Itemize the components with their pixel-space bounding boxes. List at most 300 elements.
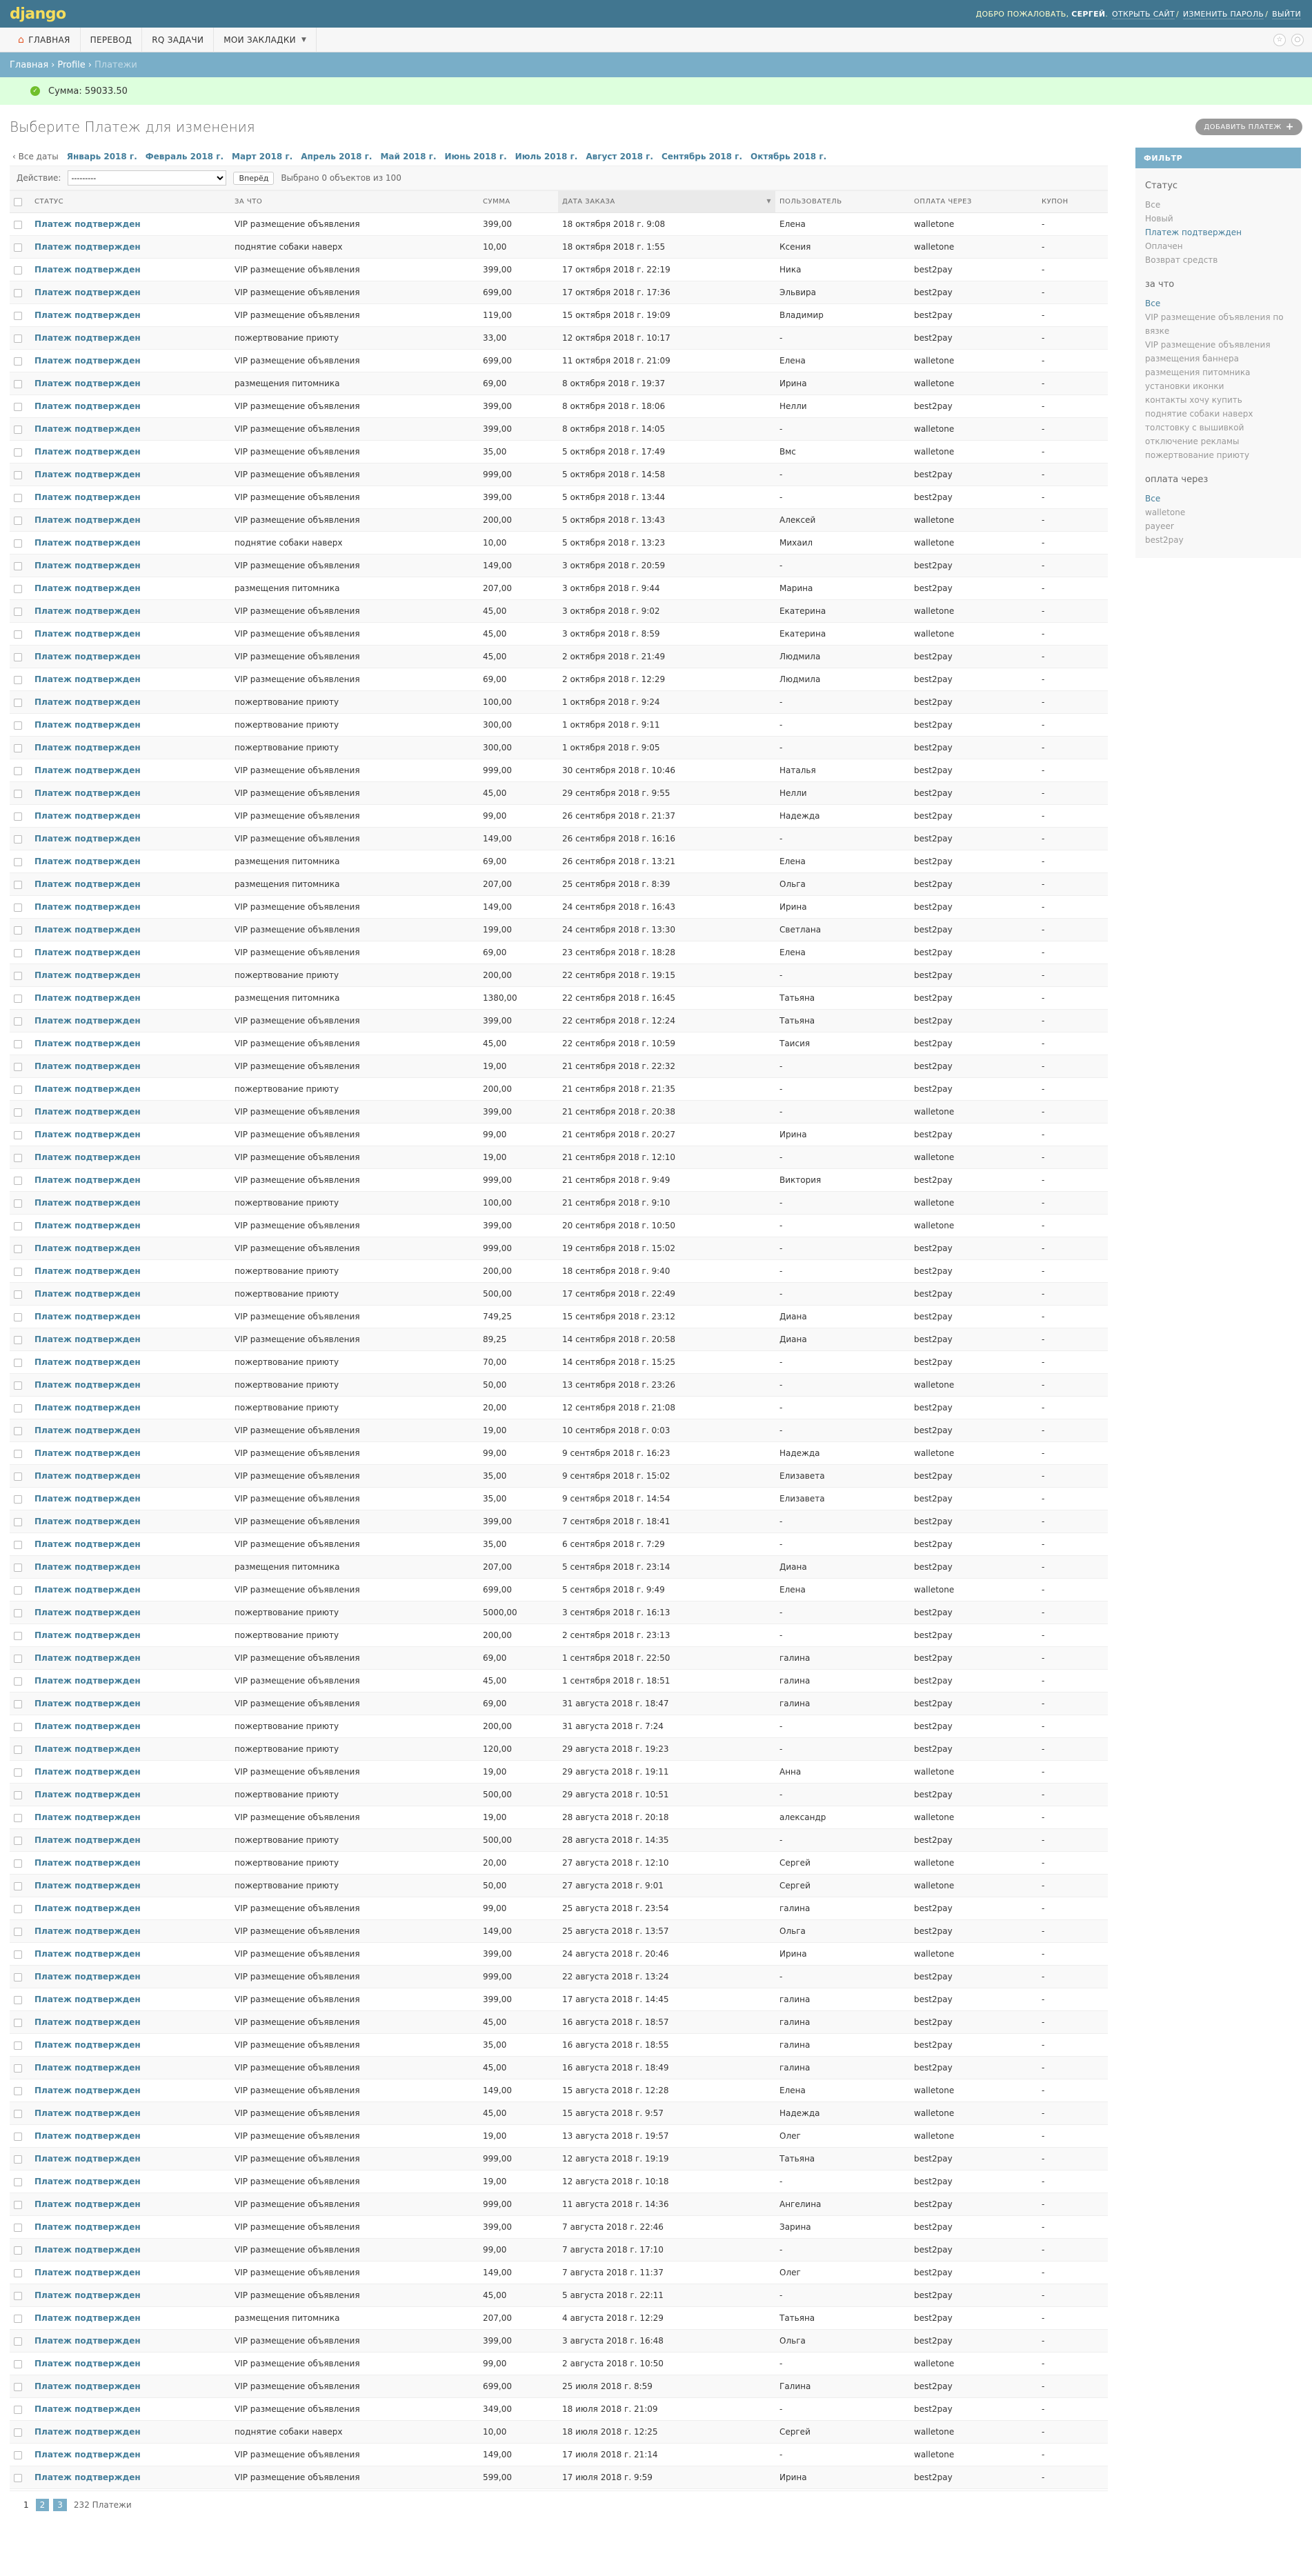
row-checkbox[interactable]	[14, 1996, 22, 2004]
filter-option[interactable]: установки иконки	[1145, 381, 1224, 391]
date-month-link[interactable]: Февраль 2018 г.	[145, 152, 224, 161]
row-status-link[interactable]: Платеж подтвержден	[34, 1995, 141, 2004]
row-checkbox[interactable]	[14, 1086, 22, 1094]
row-status-link[interactable]: Платеж подтвержден	[34, 1585, 141, 1595]
row-coupon: -	[1042, 1585, 1045, 1595]
row-status-link[interactable]: Платеж подтвержден	[34, 1630, 141, 1640]
date-all-link[interactable]: ‹ Все даты	[12, 152, 59, 161]
row-checkbox[interactable]	[14, 1723, 22, 1731]
row-checkbox[interactable]	[14, 653, 22, 661]
row-checkbox[interactable]	[14, 1746, 22, 1754]
add-payment-button[interactable]	[1195, 119, 1302, 135]
row-amount: 300,00	[483, 743, 512, 752]
row-checkbox[interactable]	[14, 1859, 22, 1868]
row-status-link[interactable]: Платеж подтвержден	[34, 2199, 141, 2209]
filter-option[interactable]: контакты хочу купить	[1145, 395, 1242, 405]
row-checkbox[interactable]	[14, 2110, 22, 2118]
row-checkbox[interactable]	[14, 630, 22, 639]
row-checkbox[interactable]	[14, 972, 22, 980]
row-checkbox[interactable]	[14, 1882, 22, 1890]
row-payment-via: best2pay	[914, 1744, 953, 1754]
row-status-link[interactable]: Платеж подтвержден	[34, 2063, 141, 2073]
row-cell	[775, 509, 910, 532]
row-status-link[interactable]: Платеж подтвержден	[34, 2427, 141, 2437]
row-checkbox[interactable]	[14, 426, 22, 434]
nav-bookmarks[interactable]	[214, 28, 317, 52]
row-status-link[interactable]: Платеж подтвержден	[34, 1904, 141, 1913]
row-status-link[interactable]: Платеж подтвержден	[34, 1357, 141, 1367]
row-checkbox[interactable]	[14, 1404, 22, 1412]
row-status-link[interactable]: Платеж подтвержден	[34, 288, 141, 297]
row-checkbox[interactable]	[14, 1222, 22, 1230]
filter-option[interactable]: Все	[1145, 200, 1161, 210]
row-status-link[interactable]: Платеж подтвержден	[34, 2040, 141, 2050]
column-payment-via[interactable]: ОПЛАТА ЧЕРЕЗ	[910, 191, 1037, 213]
row-status-link[interactable]: Платеж подтвержден	[34, 2154, 141, 2164]
row-status-link[interactable]: Платеж подтвержден	[34, 1517, 141, 1526]
row-status-link[interactable]: Платеж подтвержден	[34, 993, 141, 1003]
row-checkbox[interactable]	[14, 562, 22, 570]
row-checkbox[interactable]	[14, 448, 22, 457]
row-status-link[interactable]: Платеж подтвержден	[34, 1744, 141, 1754]
breadcrumb-app[interactable]: Profile	[57, 59, 86, 70]
row-status-link[interactable]: Платеж подтвержден	[34, 720, 141, 730]
row-status-link[interactable]: Платеж подтвержден	[34, 1835, 141, 1845]
row-checkbox[interactable]	[14, 221, 22, 229]
row-cell	[230, 2148, 479, 2170]
row-checkbox[interactable]	[14, 2041, 22, 2050]
row-status-link[interactable]: Платеж подтвержден	[34, 2086, 141, 2095]
row-cell	[910, 714, 1037, 737]
row-status-link[interactable]: Платеж подтвержден	[34, 1335, 141, 1344]
filter-option[interactable]: поднятие собаки наверх	[1145, 409, 1253, 419]
row-status-link[interactable]: Платеж подтвержден	[34, 1039, 141, 1048]
filter-option[interactable]: Все	[1145, 299, 1161, 308]
row-checkbox[interactable]	[14, 1541, 22, 1549]
row-status-link[interactable]: Платеж подтвержден	[34, 1061, 141, 1071]
row-status-link[interactable]: Платеж подтвержден	[34, 583, 141, 593]
row-checkbox[interactable]	[14, 812, 22, 821]
row-checkbox[interactable]	[14, 1040, 22, 1048]
row-status-link[interactable]: Платеж подтвержден	[34, 925, 141, 935]
row-checkbox[interactable]	[14, 721, 22, 730]
row-status-link[interactable]: Платеж подтвержден	[34, 2245, 141, 2255]
date-month-link[interactable]: Сентябрь 2018 г.	[661, 152, 743, 161]
row-order-date: 29 августа 2018 г. 19:23	[562, 1744, 669, 1754]
row-checkbox[interactable]	[14, 2451, 22, 2459]
row-checkbox[interactable]	[14, 949, 22, 957]
row-checkbox[interactable]	[14, 2246, 22, 2255]
row-status-link[interactable]: Платеж подтвержден	[34, 1312, 141, 1321]
row-cell	[230, 964, 479, 987]
row-payment-via: best2pay	[914, 583, 953, 593]
row-checkbox[interactable]	[14, 266, 22, 274]
nav-home[interactable]	[8, 28, 81, 52]
row-checkbox[interactable]	[14, 517, 22, 525]
row-status-link[interactable]: Платеж подтвержден	[34, 788, 141, 798]
row-status-link[interactable]: Платеж подтвержден	[34, 1699, 141, 1708]
row-status-link[interactable]: Платеж подтвержден	[34, 2473, 141, 2482]
filter-option[interactable]: размещения питомника	[1145, 368, 1251, 377]
row-checkbox[interactable]	[14, 2383, 22, 2391]
row-checkbox[interactable]	[14, 494, 22, 502]
column-purpose[interactable]: ЗА ЧТО	[230, 191, 479, 213]
toggle-menu-button[interactable]	[1291, 34, 1304, 46]
row-checkbox[interactable]	[14, 2474, 22, 2482]
column-status[interactable]: СТАТУС	[30, 191, 230, 213]
row-checkbox[interactable]	[14, 1609, 22, 1617]
row-status-link[interactable]: Платеж подтвержден	[34, 1221, 141, 1230]
row-status-link[interactable]: Платеж подтвержден	[34, 1721, 141, 1731]
row-status-link[interactable]: Платеж подтвержден	[34, 515, 141, 525]
row-checkbox[interactable]	[14, 1928, 22, 1936]
row-checkbox[interactable]	[14, 1768, 22, 1777]
sort-desc-icon[interactable]: ▼	[766, 198, 771, 204]
row-status-link[interactable]: Платеж подтвержден	[34, 652, 141, 661]
add-bookmark-button[interactable]	[1273, 34, 1286, 46]
row-cell	[775, 759, 910, 782]
row-status-link[interactable]: Платеж подтвержден	[34, 2222, 141, 2232]
row-checkbox[interactable]	[14, 1336, 22, 1344]
column-amount[interactable]: СУММА	[479, 191, 558, 213]
row-checkbox[interactable]	[14, 858, 22, 866]
row-checkbox[interactable]	[14, 2315, 22, 2323]
row-checkbox[interactable]	[14, 995, 22, 1003]
row-coupon: -	[1042, 1835, 1045, 1845]
row-checkbox[interactable]	[14, 790, 22, 798]
row-checkbox[interactable]	[14, 2019, 22, 2027]
row-checkbox[interactable]	[14, 539, 22, 548]
row-status-link[interactable]: Платеж подтвержден	[34, 1767, 141, 1777]
date-month-link[interactable]: Январь 2018 г.	[66, 152, 137, 161]
row-status-link[interactable]: Платеж подтвержден	[34, 447, 141, 457]
row-checkbox[interactable]	[14, 1131, 22, 1139]
row-status-link[interactable]: Платеж подтвержден	[34, 538, 141, 548]
date-month-link[interactable]: Август 2018 г.	[586, 152, 653, 161]
row-checkbox[interactable]	[14, 1973, 22, 1981]
row-status-link[interactable]: Платеж подтвержден	[34, 1608, 141, 1617]
row-status-link[interactable]: Платеж подтвержден	[34, 1813, 141, 1822]
row-status-link[interactable]: Платеж подтвержден	[34, 697, 141, 707]
row-purpose: пожертвование приюту	[235, 1357, 339, 1367]
row-status-link[interactable]: Платеж подтвержден	[34, 2313, 141, 2323]
row-status-link[interactable]: Платеж подтвержден	[34, 356, 141, 366]
row-status-link[interactable]: Платеж подтвержден	[34, 857, 141, 866]
row-status-link[interactable]: Платеж подтвержден	[34, 1130, 141, 1139]
row-checkbox[interactable]	[14, 357, 22, 366]
row-status-link[interactable]: Платеж подтвержден	[34, 1881, 141, 1890]
row-cell	[775, 1624, 910, 1647]
row-status-link[interactable]: Платеж подтвержден	[34, 1016, 141, 1026]
row-status-link[interactable]: Платеж подтвержден	[34, 1152, 141, 1162]
page-3-link[interactable]: 3	[53, 2499, 67, 2511]
row-status-link[interactable]: Платеж подтвержден	[34, 333, 141, 343]
row-checkbox[interactable]	[14, 471, 22, 479]
row-checkbox[interactable]	[14, 1495, 22, 1504]
row-checkbox[interactable]	[14, 1700, 22, 1708]
row-status-link[interactable]: Платеж подтвержден	[34, 606, 141, 616]
column-order-date[interactable]	[558, 191, 775, 213]
go-button[interactable]: Вперёд	[233, 172, 274, 185]
row-status-link[interactable]: Платеж подтвержден	[34, 811, 141, 821]
row-status-link[interactable]: Платеж подтвержден	[34, 492, 141, 502]
row-checkbox[interactable]	[14, 1655, 22, 1663]
row-cell	[910, 919, 1037, 941]
row-order-date: 26 сентября 2018 г. 21:37	[562, 811, 676, 821]
row-status-link[interactable]: Платеж подтвержден	[34, 1084, 141, 1094]
row-status-link[interactable]: Платеж подтвержден	[34, 2359, 141, 2368]
row-checkbox[interactable]	[14, 243, 22, 252]
row-status-link[interactable]: Платеж подтвержден	[34, 2404, 141, 2414]
filter-option[interactable]: отключение рекламы	[1145, 437, 1240, 446]
date-month-link[interactable]: Апрель 2018 г.	[301, 152, 372, 161]
filter-option[interactable]: Оплачен	[1145, 241, 1183, 251]
row-select-cell	[10, 2284, 30, 2307]
row-status-link[interactable]: Платеж подтвержден	[34, 1175, 141, 1185]
row-status-link[interactable]: Платеж подтвержден	[34, 1244, 141, 1253]
row-cell	[230, 2284, 479, 2307]
row-status-link[interactable]: Платеж подтвержден	[34, 2108, 141, 2118]
row-checkbox[interactable]	[14, 1199, 22, 1208]
row-checkbox[interactable]	[14, 2087, 22, 2095]
filter-option[interactable]: payeer	[1145, 521, 1174, 531]
filter-option[interactable]: walletone	[1145, 508, 1186, 517]
row-status-link[interactable]: Платеж подтвержден	[34, 379, 141, 388]
row-purpose: VIP размещение объявления	[235, 1061, 360, 1071]
row-status-link[interactable]: Платеж подтвержден	[34, 1266, 141, 1276]
row-checkbox[interactable]	[14, 1063, 22, 1071]
filter-option[interactable]: Платеж подтвержден	[1145, 228, 1242, 237]
logout-link[interactable]: ВЫЙТИ	[1272, 9, 1301, 19]
row-status-link[interactable]: Платеж подтвержден	[34, 1289, 141, 1299]
filter-option[interactable]: пожертвование приюту	[1145, 450, 1250, 460]
row-checkbox[interactable]	[14, 881, 22, 889]
action-select[interactable]	[68, 170, 226, 186]
row-cell	[479, 236, 558, 259]
row-status-link[interactable]: Платеж подтвержден	[34, 1471, 141, 1481]
row-checkbox[interactable]	[14, 2178, 22, 2186]
row-status-link[interactable]: Платеж подтвержден	[34, 2017, 141, 2027]
row-status-link[interactable]: Платеж подтвержден	[34, 401, 141, 411]
row-cell	[910, 486, 1037, 509]
date-month-link[interactable]: Октябрь 2018 г.	[751, 152, 827, 161]
row-user: -	[779, 1517, 783, 1526]
row-cell	[30, 1920, 230, 1943]
row-select-cell	[10, 1579, 30, 1601]
row-status-link[interactable]: Платеж подтвержден	[34, 1790, 141, 1799]
row-order-date: 11 октября 2018 г. 21:09	[562, 356, 670, 366]
row-checkbox[interactable]	[14, 1586, 22, 1595]
row-checkbox[interactable]	[14, 835, 22, 843]
row-checkbox[interactable]	[14, 699, 22, 707]
row-checkbox[interactable]	[14, 2155, 22, 2164]
row-checkbox[interactable]	[14, 1472, 22, 1481]
row-status-link[interactable]: Платеж подтвержден	[34, 766, 141, 775]
row-checkbox[interactable]	[14, 744, 22, 752]
row-status-link[interactable]: Платеж подтвержден	[34, 265, 141, 274]
row-checkbox[interactable]	[14, 1905, 22, 1913]
row-status-link[interactable]: Платеж подтвержден	[34, 2382, 141, 2391]
breadcrumb-home[interactable]: Главная	[10, 59, 49, 70]
row-checkbox[interactable]	[14, 1564, 22, 1572]
row-checkbox[interactable]	[14, 2292, 22, 2300]
row-checkbox[interactable]	[14, 1290, 22, 1299]
filter-option[interactable]: best2pay	[1145, 535, 1184, 545]
row-status-link[interactable]: Платеж подтвержден	[34, 2177, 141, 2186]
row-checkbox[interactable]	[14, 2133, 22, 2141]
row-checkbox[interactable]	[14, 585, 22, 593]
filter-option[interactable]: Возврат средств	[1145, 255, 1218, 265]
row-status-link[interactable]: Платеж подтвержден	[34, 1107, 141, 1117]
date-month-link[interactable]: Май 2018 г.	[380, 152, 437, 161]
row-checkbox[interactable]	[14, 1791, 22, 1799]
row-status-link[interactable]: Платеж подтвержден	[34, 834, 141, 843]
row-checkbox[interactable]	[14, 380, 22, 388]
row-cell	[558, 737, 775, 759]
filter-option[interactable]: размещения баннера	[1145, 354, 1239, 363]
row-checkbox[interactable]	[14, 1108, 22, 1117]
row-status-link[interactable]: Платеж подтвержден	[34, 1676, 141, 1686]
row-coupon: -	[1042, 219, 1045, 229]
filter-option[interactable]: Все	[1145, 494, 1161, 503]
row-status-link[interactable]: Платеж подтвержден	[34, 902, 141, 912]
row-checkbox[interactable]	[14, 1950, 22, 1959]
row-status-link[interactable]: Платеж подтвержден	[34, 1949, 141, 1959]
row-status-link[interactable]: Платеж подтвержден	[34, 1494, 141, 1504]
row-checkbox[interactable]	[14, 1359, 22, 1367]
row-checkbox[interactable]	[14, 289, 22, 297]
row-checkbox[interactable]	[14, 676, 22, 684]
row-checkbox[interactable]	[14, 1177, 22, 1185]
row-order-date: 27 августа 2018 г. 9:01	[562, 1881, 664, 1890]
column-coupon[interactable]: КУПОН	[1037, 191, 1108, 213]
row-purpose: размещения питомника	[235, 879, 340, 889]
filter-option[interactable]: VIP размещение объявления	[1145, 340, 1271, 350]
row-status-link[interactable]: Платеж подтвержден	[34, 2290, 141, 2300]
row-checkbox[interactable]	[14, 767, 22, 775]
row-status-link[interactable]: Платеж подтвержден	[34, 1448, 141, 1458]
nav-rq-tasks[interactable]	[142, 28, 214, 52]
row-checkbox[interactable]	[14, 1245, 22, 1253]
date-month-link[interactable]: Июль 2018 г.	[515, 152, 578, 161]
row-user: -	[779, 834, 783, 843]
row-coupon: -	[1042, 1244, 1045, 1253]
row-checkbox[interactable]	[14, 903, 22, 912]
date-month-link[interactable]: Июнь 2018 г.	[444, 152, 507, 161]
row-checkbox[interactable]	[14, 2064, 22, 2073]
row-checkbox[interactable]	[14, 2428, 22, 2437]
row-cell	[910, 941, 1037, 964]
row-checkbox[interactable]	[14, 1017, 22, 1026]
row-status-link[interactable]: Платеж подтвержден	[34, 2268, 141, 2277]
row-status-link[interactable]: Платеж подтвержден	[34, 310, 141, 320]
row-status-link[interactable]: Платеж подтвержден	[34, 242, 141, 252]
row-checkbox[interactable]	[14, 312, 22, 320]
row-checkbox[interactable]	[14, 1632, 22, 1640]
select-all-checkbox[interactable]	[14, 198, 22, 206]
row-checkbox[interactable]	[14, 1427, 22, 1435]
row-status-link[interactable]: Платеж подтвержден	[34, 561, 141, 570]
filter-option[interactable]: VIP размещение объявления по вязке	[1145, 312, 1284, 336]
row-checkbox[interactable]	[14, 1677, 22, 1686]
filter-option[interactable]: Новый	[1145, 214, 1173, 223]
row-status-link[interactable]: Платеж подтвержден	[34, 2336, 141, 2346]
row-checkbox[interactable]	[14, 2337, 22, 2346]
row-order-date: 25 августа 2018 г. 13:57	[562, 1926, 669, 1936]
row-checkbox[interactable]	[14, 926, 22, 935]
column-user[interactable]: ПОЛЬЗОВАТЕЛЬ	[775, 191, 910, 213]
date-month-link[interactable]: Март 2018 г.	[232, 152, 293, 161]
nav-translation[interactable]	[81, 28, 143, 52]
row-status-link[interactable]: Платеж подтвержден	[34, 1380, 141, 1390]
row-checkbox[interactable]	[14, 1154, 22, 1162]
row-status-link[interactable]: Платеж подтвержден	[34, 970, 141, 980]
row-checkbox[interactable]	[14, 403, 22, 411]
row-status-link[interactable]: Платеж подтвержден	[34, 1198, 141, 1208]
row-coupon: -	[1042, 1403, 1045, 1412]
row-select-cell	[10, 1693, 30, 1715]
row-status-link[interactable]: Платеж подтвержден	[34, 1426, 141, 1435]
row-status-link[interactable]: Платеж подтвержден	[34, 675, 141, 684]
row-checkbox[interactable]	[14, 2406, 22, 2414]
row-cell	[479, 1078, 558, 1101]
row-status-link[interactable]: Платеж подтвержден	[34, 2450, 141, 2459]
row-status-link[interactable]: Платеж подтвержден	[34, 424, 141, 434]
row-user: -	[779, 1744, 783, 1754]
table-row	[10, 1647, 1108, 1670]
row-status-link[interactable]: Платеж подтвержден	[34, 879, 141, 889]
row-checkbox[interactable]	[14, 1381, 22, 1390]
row-status-link[interactable]: Платеж подтвержден	[34, 1403, 141, 1412]
row-checkbox[interactable]	[14, 1268, 22, 1276]
row-status-link[interactable]: Платеж подтвержден	[34, 948, 141, 957]
row-status-link[interactable]: Платеж подтвержден	[34, 1562, 141, 1572]
page-2-link[interactable]: 2	[36, 2499, 50, 2511]
row-cell	[775, 327, 910, 350]
row-checkbox[interactable]	[14, 2360, 22, 2368]
row-checkbox[interactable]	[14, 1313, 22, 1321]
row-status-link[interactable]: Платеж подтвержден	[34, 2131, 141, 2141]
row-payment-via: walletone	[914, 1221, 955, 1230]
row-checkbox[interactable]	[14, 2201, 22, 2209]
row-checkbox[interactable]	[14, 335, 22, 343]
row-checkbox[interactable]	[14, 608, 22, 616]
row-cell	[775, 1078, 910, 1101]
row-status-link[interactable]: Платеж подтвержден	[34, 1926, 141, 1936]
row-status-link[interactable]: Платеж подтвержден	[34, 1653, 141, 1663]
filter-option[interactable]: толстовку с вышивкой	[1145, 423, 1244, 432]
view-site-link[interactable]: ОТКРЫТЬ САЙТ	[1112, 9, 1175, 19]
change-password-link[interactable]: ИЗМЕНИТЬ ПАРОЛЬ	[1182, 9, 1264, 19]
site-brand[interactable]: django	[10, 5, 66, 23]
row-checkbox[interactable]	[14, 1814, 22, 1822]
row-checkbox[interactable]	[14, 1837, 22, 1845]
row-status-link[interactable]: Платеж подтвержден	[34, 470, 141, 479]
row-status-link[interactable]: Платеж подтвержден	[34, 1858, 141, 1868]
row-checkbox[interactable]	[14, 1518, 22, 1526]
row-checkbox[interactable]	[14, 2224, 22, 2232]
row-status-link[interactable]: Платеж подтвержден	[34, 1539, 141, 1549]
row-status-link[interactable]: Платеж подтвержден	[34, 1972, 141, 1981]
row-checkbox[interactable]	[14, 1450, 22, 1458]
row-cell	[230, 2079, 479, 2102]
row-coupon: -	[1042, 1335, 1045, 1344]
row-cell	[1037, 532, 1108, 555]
row-status-link[interactable]: Платеж подтвержден	[34, 219, 141, 229]
row-status-link[interactable]: Платеж подтвержден	[34, 743, 141, 752]
row-checkbox[interactable]	[14, 2269, 22, 2277]
row-status-link[interactable]: Платеж подтвержден	[34, 629, 141, 639]
